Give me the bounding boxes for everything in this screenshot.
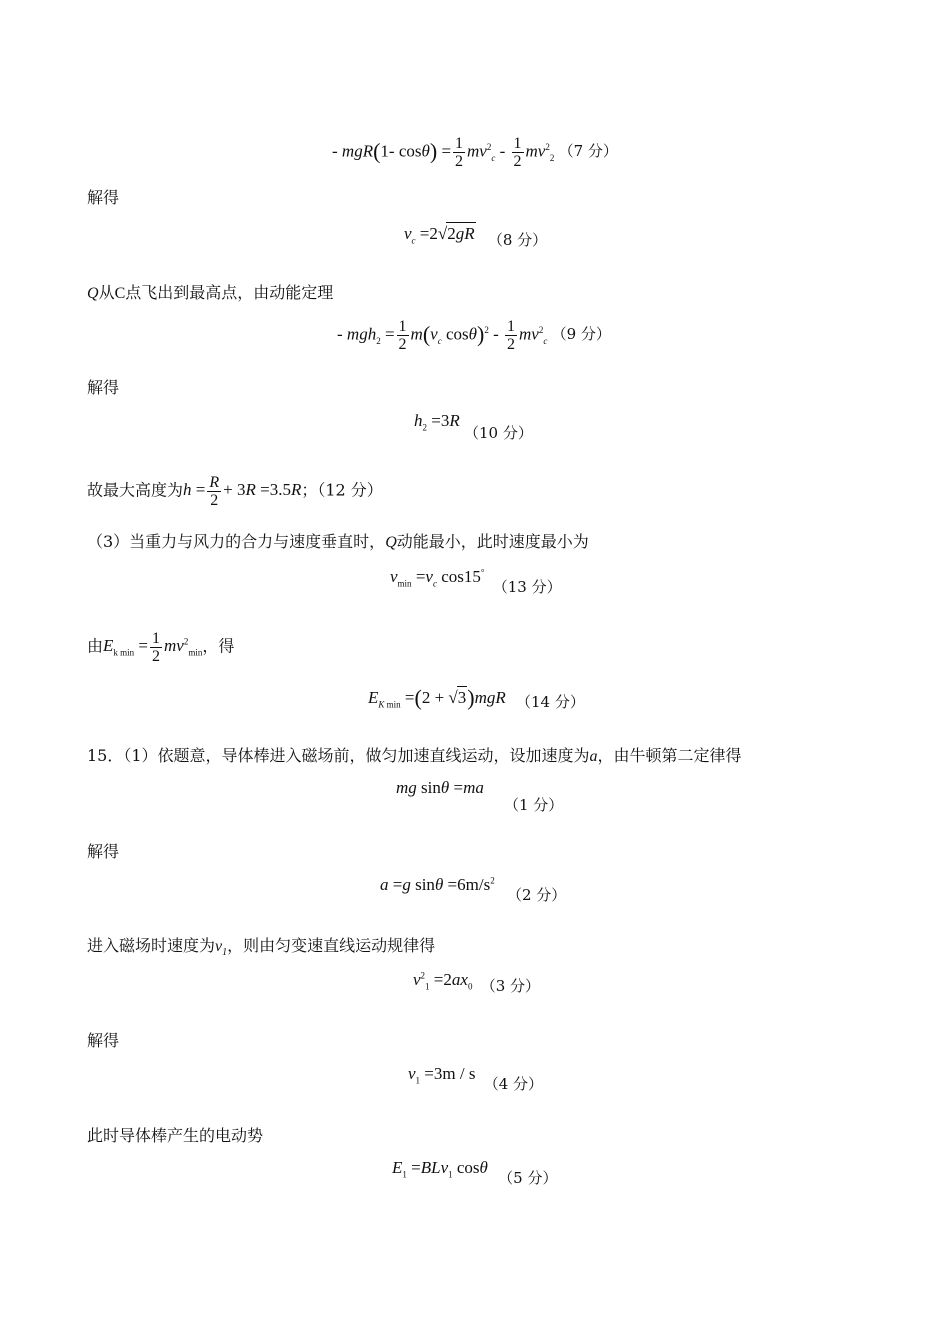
text-jie-de: 解得 <box>87 378 120 397</box>
equation-13: $v_{min} =v_c$ cos15° （13 分） <box>390 567 562 596</box>
text-jie-de: 解得 <box>87 842 120 861</box>
equation-2: a =g $\sin\theta =6m/s^2$ （2 分） <box>380 875 567 904</box>
text-max-height: 故最大高度为h = $\frac{R}{2}$ + 3R =3.5R；（12 分） <box>87 474 383 509</box>
equation-9: - mgh$_2$ = $\frac{1}{2}$ $m(v_c$ cosθ)$^2$ - $\frac{1}{2}$ $mv^2_c$ （9 分） <box>337 318 611 353</box>
score-label: （9 分） <box>551 325 611 344</box>
text-entering-field: 进入磁场时速度为$v_1$，则由匀变速直线运动规律得 <box>87 936 436 959</box>
text-problem-15: 15．（1）依题意，导体棒进入磁场前，做匀加速直线运动，设加速度为a，由牛顿第二定律得 <box>87 746 742 765</box>
equation-8: $v_c =2√2gR$ （8 分） <box>404 224 548 249</box>
text-emf: 此时导体棒产生的电动势 <box>87 1126 264 1145</box>
equation-10: $h_2 =3R$ （10 分） <box>414 411 533 442</box>
score-label: （4 分） <box>483 1075 544 1093</box>
text-from-ek: 由$E_{k min}$ = $\frac{1}{2}$ $mv^2_{min}$，得 <box>87 630 235 665</box>
score-label: （3 分） <box>480 977 540 995</box>
equation-7: - mgR(1- cosθ) = $\frac{1}{2}$ $mv^2_c$ - $\frac{1}{2}$ $mv^2_2$ （7 分） <box>332 135 618 170</box>
score-label: （10 分） <box>463 424 533 442</box>
equation-4: $v_1 =3m / s$ （4 分） <box>408 1064 544 1093</box>
equation-3: $v^2_1 =2ax_0$ （3 分） <box>413 970 540 995</box>
score-label: （7 分） <box>558 142 618 161</box>
score-label: （8 分） <box>487 231 548 249</box>
equation-1: mg sinθ =ma （1 分） <box>396 778 564 814</box>
text-q-from-c: Q从C点飞出到最高点，由动能定理 <box>87 283 334 302</box>
equation-5: $E_1 =BLv_1$ cosθ （5 分） <box>392 1158 558 1187</box>
score-label: （14 分） <box>516 693 585 711</box>
score-label: （13 分） <box>492 578 562 596</box>
score-label: （1 分） <box>504 796 564 814</box>
text-jie-de: 解得 <box>87 188 120 207</box>
score-label: （5 分） <box>498 1169 558 1187</box>
text-jie-de: 解得 <box>87 1031 120 1050</box>
score-label: （2 分） <box>506 886 567 904</box>
text-part-3: （3）当重力与风力的合力与速度垂直时，Q动能最小，此时速度最小为 <box>87 532 589 551</box>
equation-14: $E_{K min} =(2 + √3)mgR$ （14 分） <box>368 685 585 711</box>
